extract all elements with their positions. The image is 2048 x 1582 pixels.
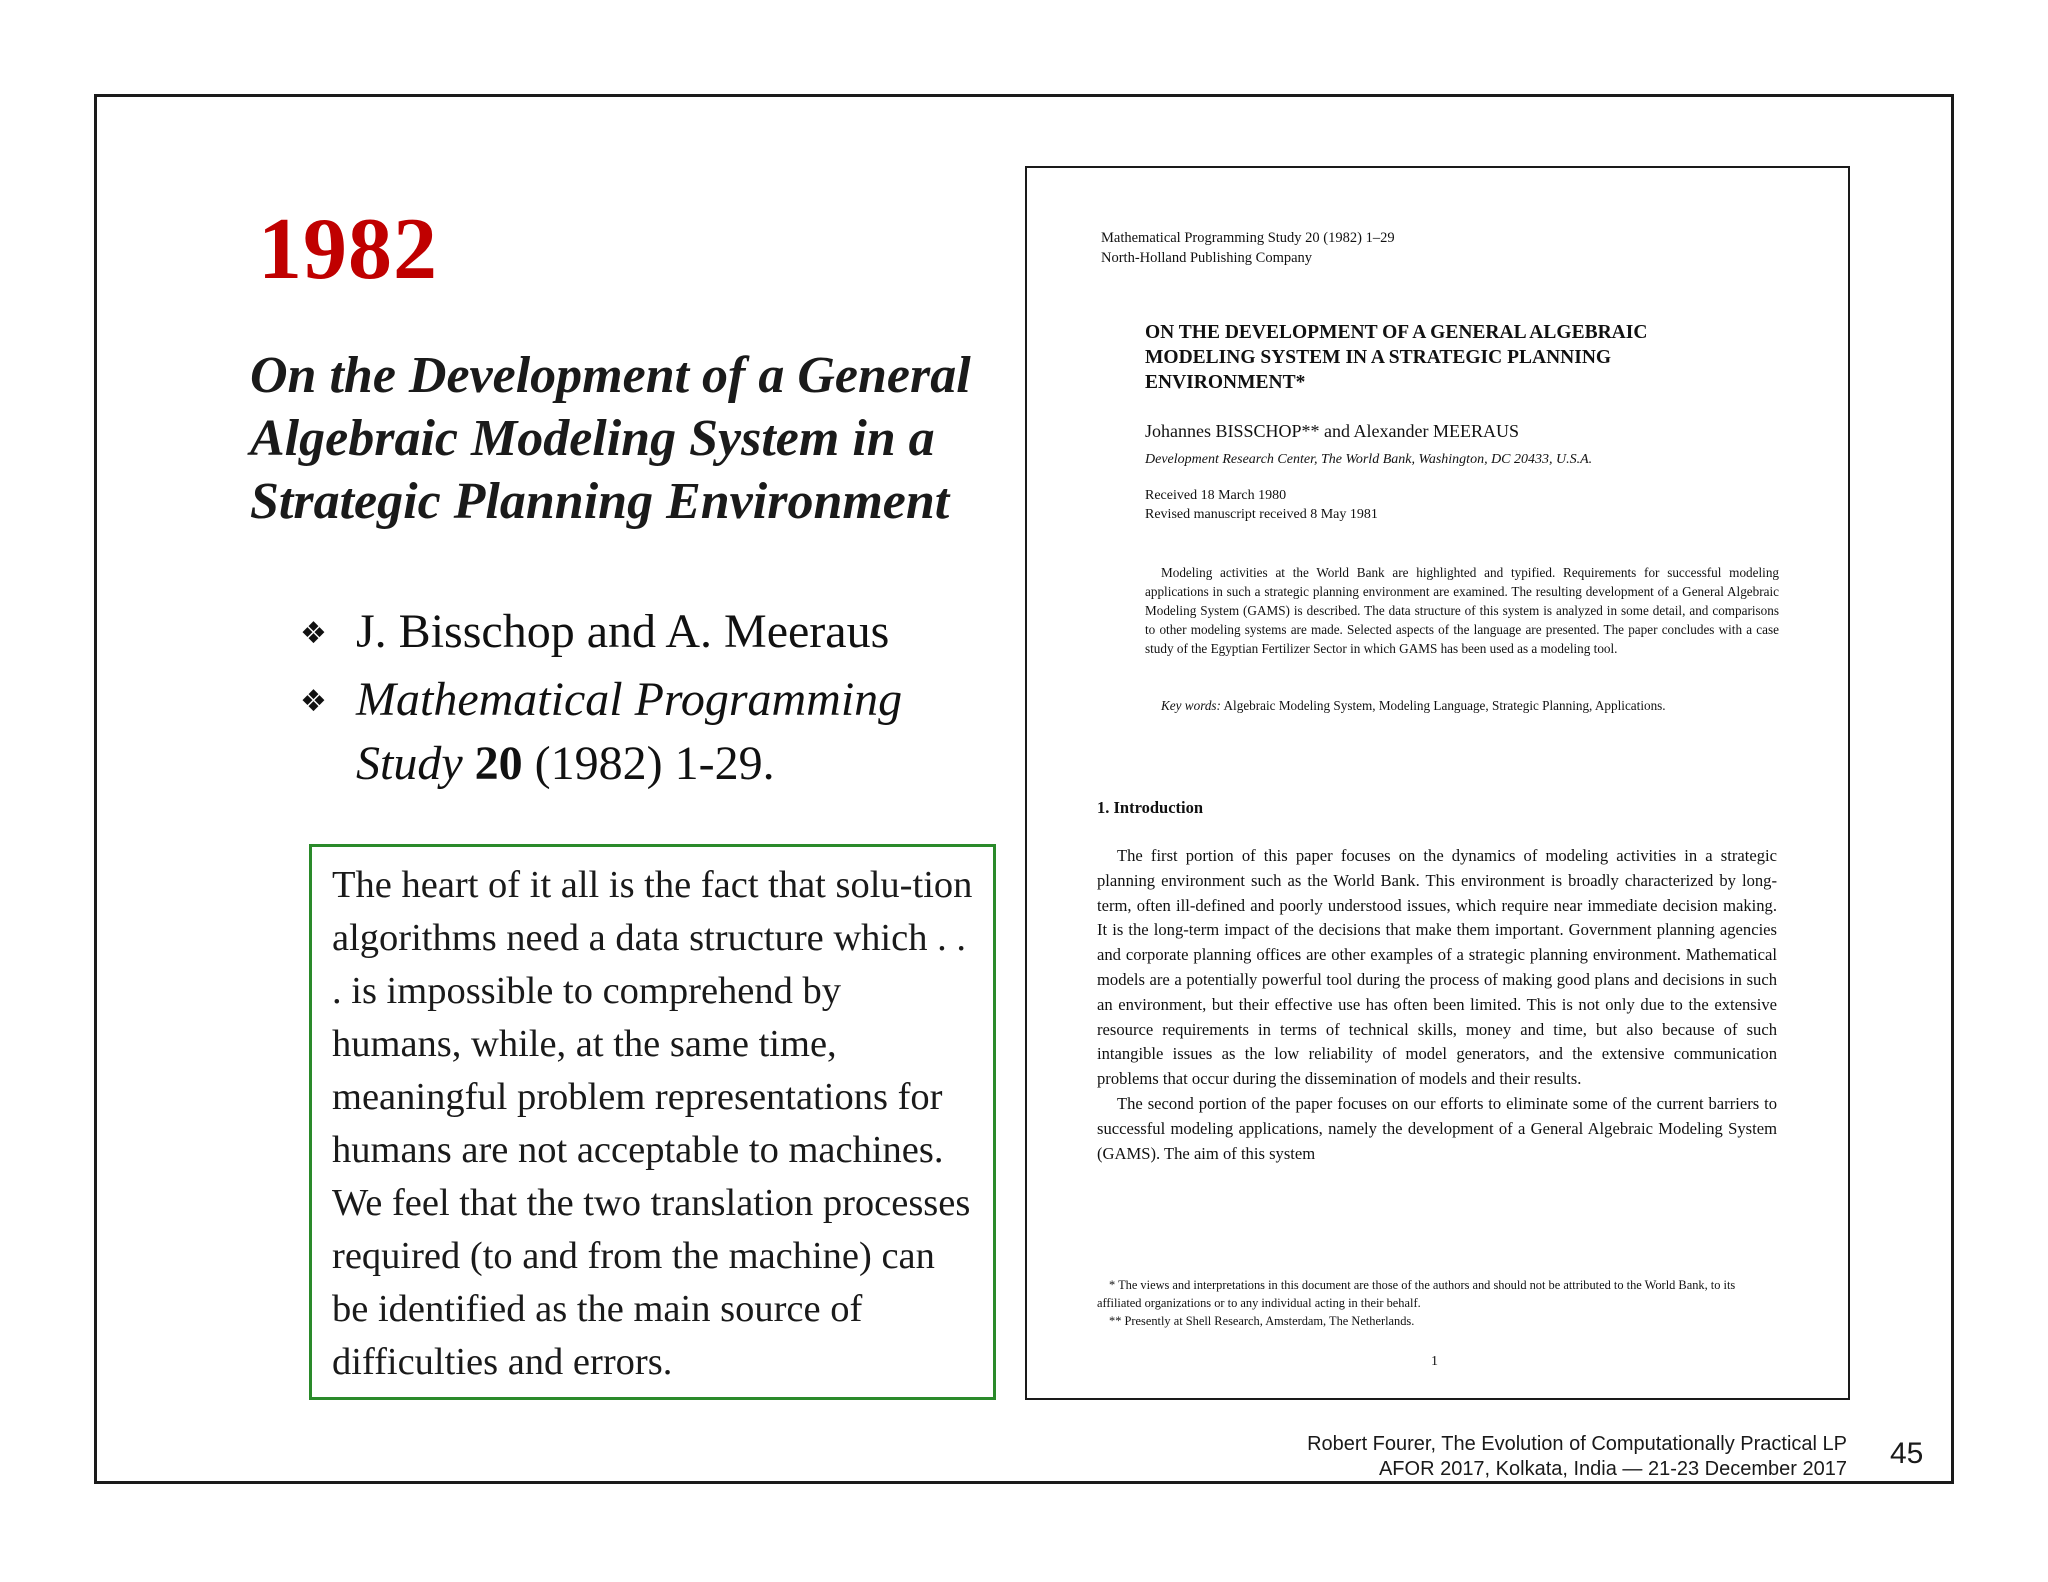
bullet-journal-volume: 20: [474, 737, 523, 790]
diamond-bullet-icon: ❖: [300, 616, 327, 651]
quote-text: The heart of it all is the fact that solu-tion algorithms need a data structure which . . . is impossible to comprehend by humans, while, at the same time, meaningful problem representations for humans are not acceptable to machines. We feel that the two translation processes required (to and from the machine) can be identified as the main source of difficulties and errors.: [332, 864, 973, 1383]
bullet-journal: [300, 668, 1020, 796]
paper-title: ON THE DEVELOPMENT OF A GENERAL ALGEBRAIC MODELING SYSTEM IN A STRATEGIC PLANNING ENVIRONMENT*: [1145, 322, 1648, 393]
bullet-authors-text: J. Bisschop and A. Meeraus: [356, 605, 890, 658]
paper-affiliation: Development Research Center, The World Bank, Washington, DC 20433, U.S.A.: [1145, 452, 1593, 467]
paper-header-publisher: North-Holland Publishing Company: [1101, 250, 1313, 266]
paper-header-journal: Mathematical Programming Study 20 (1982) 1–29: [1101, 230, 1395, 246]
keywords-text: Algebraic Modeling System, Modeling Language, Strategic Planning, Applications.: [1223, 698, 1666, 713]
paper-body-paragraph-2: The second portion of the paper focuses on our efforts to eliminate some of the current barriers to successful modeling applications, namely the development of a General Algebraic Modeling System (GAMS). The aim of this system: [1097, 1093, 1777, 1163]
bullet-journal-pages: (1982) 1-29.: [534, 737, 775, 790]
paper-keywords: [1145, 696, 1779, 715]
paper-footnote-1: * The views and interpretations in this document are those of the authors and should not be attributed to the World Bank, to its affiliated organizations or to any individual acting in their behalf.: [1097, 1278, 1736, 1310]
slide-number: 45: [1890, 1437, 1924, 1470]
paper-abstract: Modeling activities at the World Bank are highlighted and typified. Requirements for successful modeling applications in such a strategic planning environment are examined. The resulting development of a General Algebraic Modeling System (GAMS) is described. The data structure of this system is analyzed in some detail, and comparisons to other modeling systems are made. Selected aspects of the language are presented. The paper concludes with a case study of the Egyptian Fertilizer Sector in which GAMS has been used as a modeling tool.: [1145, 565, 1779, 656]
paper-authors: Johannes BISSCHOP** and Alexander MEERAUS: [1145, 421, 1519, 441]
paper-body: [1097, 844, 1777, 1166]
bullet-journal-name: Mathematical Programming Study: [356, 673, 903, 790]
slide-footer: [1307, 1432, 1847, 1482]
paper-header: [1101, 228, 1395, 268]
footer-line-1: Robert Fourer, The Evolution of Computationally Practical LP: [1307, 1433, 1847, 1455]
keywords-label: Key words:: [1161, 698, 1221, 713]
bullet-list: [300, 600, 1020, 800]
paper-revised: Revised manuscript received 8 May 1981: [1145, 507, 1378, 522]
paper-received: Received 18 March 1980: [1145, 488, 1287, 503]
paper-intro-heading: 1. Introduction: [1097, 798, 1204, 817]
paper-footnote-2: ** Presently at Shell Research, Amsterdam, The Netherlands.: [1109, 1314, 1415, 1328]
paper-received-dates: [1145, 486, 1378, 524]
paper-first-page: [1025, 166, 1850, 1400]
diamond-bullet-icon: ❖: [300, 684, 327, 719]
bullet-authors: [300, 600, 1020, 664]
paper-footnotes: [1097, 1276, 1777, 1330]
footer-line-2: AFOR 2017, Kolkata, India — 21-23 December 2017: [1378, 1458, 1847, 1480]
quote-box: [309, 844, 996, 1400]
paper-page-number: 1: [1431, 1354, 1438, 1369]
slide-title: On the Development of a General Algebraic Modeling System in a Strategic Planning Environment: [250, 347, 971, 530]
slide-year: 1982: [258, 201, 438, 298]
paper-body-paragraph-1: The first portion of this paper focuses on the dynamics of modeling activities in a strategic planning environment such as the World Bank. This environment is broadly characterized by long-term, often ill-defined and poorly understood issues, which require near immediate decision making. It is the long-term impact of the decisions that make them important. Government planning agencies and corporate planning offices are other examples of a strategic planning environment. Mathematical models are a potentially powerful tool during the process of making good plans and decisions in such an environment, but their effective use has often been limited. This is not only due to the extensive resource requirements in terms of technical skills, money and time, but also because of such intangible issues as the low reliability of model generators, and the extensive communication problems that occur during the dissemination of models and their results.: [1097, 846, 1777, 1089]
